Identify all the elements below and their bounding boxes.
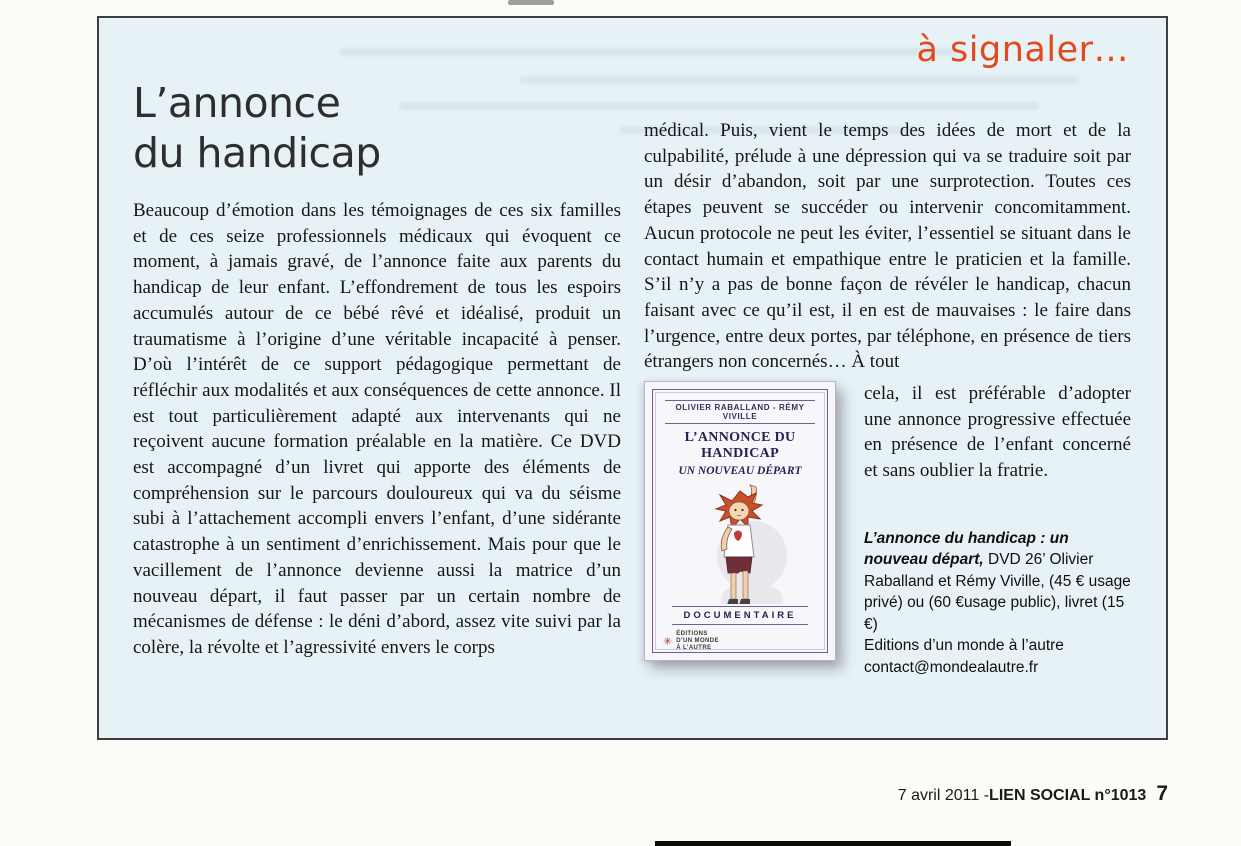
caption-contact-email: contact@mondealautre.fr — [864, 658, 1039, 676]
caption-title: L’annonce du handicap : un nouveau départ, — [864, 529, 1069, 569]
dvd-caption — [864, 528, 1131, 679]
dvd-cover-frame — [652, 389, 828, 653]
article-column-right — [644, 118, 1131, 678]
caption-credits: DVD 26’ Olivier Raballand et Rémy Viville, (45 € usage privé) ou (60 €usage public), livret (15 €) — [864, 551, 1131, 633]
dvd-publisher-logo — [663, 631, 719, 652]
scan-artifact-bottom — [655, 841, 1011, 846]
dvd-authors: OLIVIER RABALLAND - RÉMY VIVILLE — [665, 400, 815, 424]
media-row — [644, 381, 1131, 678]
paragraph-right-top: médical. Puis, vient le temps des idées de mort et de la culpabilité, prélude à une dépression qui va se traduire soit par un désir d’abandon, soit par une surprotection. Toutes ces étapes peuvent se succéder ou intervenir concomitamment. Aucun protocole ne peut les éviter, l’essentiel se situant dans le contact humain et empathique entre le praticien et la famille. S’il n’y a pas de bonne façon de révéler le handicap, chacun faisant avec ce qu’il est, il en est de mauvaises : le faire dans l’urgence, entre deux portes, par téléphone, en présence de tiers étrangers non concernés… À tout — [644, 120, 1131, 373]
publisher-name — [676, 631, 719, 652]
dvd-subtitle: UN NOUVEAU DÉPART — [678, 465, 802, 478]
scan-bleedthrough — [519, 76, 1079, 84]
paragraph-right-narrow: cela, il est préférable d’adopter une annonce progressive effectuée en présence de l’enfant concerné et sans oublier la fratrie. — [864, 383, 1131, 482]
article-title-line2: du handicap — [133, 129, 381, 177]
footer-page-number: 7 — [1156, 782, 1168, 805]
article-title — [133, 78, 381, 178]
footer-journal-name: LIEN SOCIAL n°1013 — [989, 787, 1147, 804]
dvd-cover — [644, 381, 836, 661]
publisher-line2: D’UN MONDE — [676, 638, 719, 645]
scan-bleedthrough — [399, 102, 1039, 110]
scan-bleedthrough — [339, 48, 959, 56]
dvd-genre: DOCUMENTAIRE — [672, 606, 808, 625]
beside-cover-column — [844, 381, 1131, 678]
caption-publisher: Editions d’un monde à l’autre — [864, 637, 1064, 655]
publisher-line1: ÉDITIONS — [676, 631, 708, 638]
article-title-line1: L’annonce — [133, 79, 341, 127]
page-footer — [898, 782, 1168, 806]
article-column-left — [133, 198, 621, 661]
publisher-flower-icon: ✳ — [663, 635, 673, 648]
footer-date: 7 avril 2011 - — [897, 787, 990, 804]
publisher-line3: À L’AUTRE — [676, 645, 712, 652]
dvd-cover-wrap — [644, 381, 844, 678]
section-label: à signaler… — [916, 30, 1129, 70]
scan-artifact-top — [508, 0, 554, 5]
paragraph-left: Beaucoup d’émotion dans les témoignages de ces six familles et de ces seize professionnels médicaux qui évoquent ce moment, à jamais gravé, de l’annonce faite aux parents du handicap de leur enfant. L’effondrement de tous les espoirs accumulés autour de ce bébé rêvé et idéalisé, produit un traumatisme à l’origine d’une véritable incapacité à penser. D’où l’intérêt de ce support pédagogique permettant de réfléchir aux modalités et aux conséquences de cette annonce. Il est tout particulièrement adapté aux intervenants qui ne reçoivent aucune formation préalable en la matière. Ce DVD est accompagné d’un livret qui apporte des éléments de compréhension sur le parcours douloureux qui va du séisme subi à l’attachement accompli envers l’enfant, d’une sidérante catastrophe à un sentiment d’enrichissement. Mais pour que le vacillement de l’annonce devienne aussi la matrice d’un nouveau départ, il faut passer par un certain nombre de mécanismes de défense : le déni d’abord, assez vite suivi par la colère, la révolte et l’agressivité envers le corps — [133, 200, 621, 658]
dvd-illustration — [653, 481, 827, 604]
dvd-illustration-girl — [690, 481, 790, 604]
dvd-title: L’ANNONCE DU HANDICAP — [684, 430, 796, 462]
